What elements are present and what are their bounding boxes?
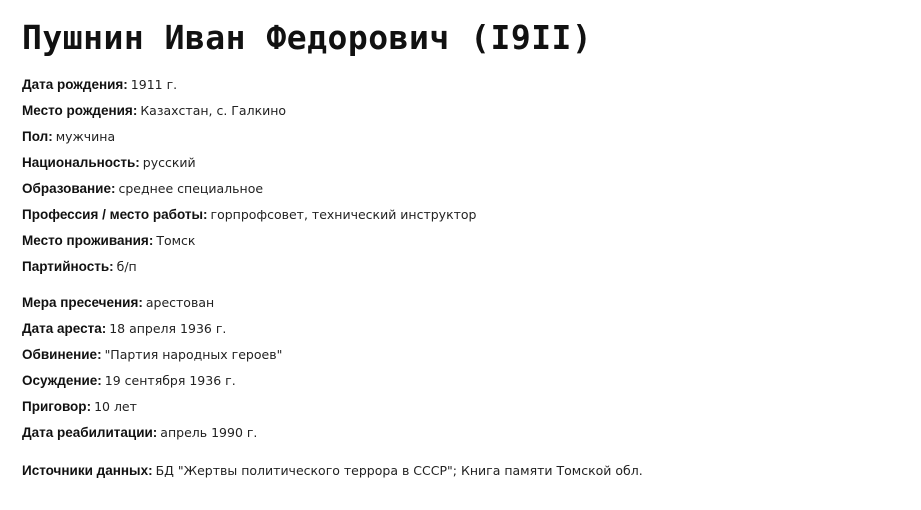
field-value: БД "Жертвы политического террора в СССР"; Книга памяти Томской обл. <box>155 463 643 478</box>
field-charge: Обвинение: "Партия народных героев" <box>22 347 283 362</box>
field-residence: Место проживания: Томск <box>22 233 196 248</box>
field-value: среднее специальное <box>118 181 264 196</box>
personal-info-section <box>22 72 902 280</box>
field-sex: Пол: мужчина <box>22 129 116 144</box>
field-label: Дата рождения <box>22 77 124 92</box>
field-label: Осуждение <box>22 373 98 388</box>
field-restraint: Мера пресечения: арестован <box>22 295 215 310</box>
field-label: Дата ареста <box>22 321 102 336</box>
field-value: 10 лет <box>94 399 137 414</box>
field-value: апрель 1990 г. <box>160 425 258 440</box>
sources-section <box>22 458 902 484</box>
field-nationality: Национальность: русский <box>22 155 196 170</box>
field-sources: Источники данных: БД "Жертвы политического террора в СССР"; Книга памяти Томской обл. <box>22 463 643 478</box>
field-label: Приговор <box>22 399 87 414</box>
field-value: русский <box>142 155 196 170</box>
field-value: горпрофсовет, технический инструктор <box>210 207 477 222</box>
field-education: Образование: среднее специальное <box>22 181 264 196</box>
field-label: Место проживания <box>22 233 149 248</box>
field-party: Партийность: б/п <box>22 259 137 274</box>
field-label: Место рождения <box>22 103 133 118</box>
record-page <box>22 0 902 484</box>
field-birth-place: Место рождения: Казахстан, с. Галкино <box>22 103 287 118</box>
field-value: "Партия народных героев" <box>104 347 283 362</box>
field-rehabilitation-date: Дата реабилитации: апрель 1990 г. <box>22 425 258 440</box>
field-label: Мера пресечения <box>22 295 139 310</box>
field-sentence: Приговор: 10 лет <box>22 399 137 414</box>
field-value: б/п <box>116 259 137 274</box>
field-profession: Профессия / место работы: горпрофсовет, технический инструктор <box>22 207 477 222</box>
field-label: Источники данных <box>22 463 149 478</box>
field-value: арестован <box>145 295 215 310</box>
repression-info-section <box>22 290 902 446</box>
field-value: Томск <box>156 233 196 248</box>
page-title: Пушнин Иван Федорович (I9II) <box>22 18 593 57</box>
field-label: Обвинение <box>22 347 98 362</box>
field-value: Казахстан, с. Галкино <box>140 103 287 118</box>
field-label: Профессия / место работы <box>22 207 204 222</box>
field-label: Образование <box>22 181 111 196</box>
field-conviction: Осуждение: 19 сентября 1936 г. <box>22 373 236 388</box>
field-label: Национальность <box>22 155 136 170</box>
field-value: 1911 г. <box>130 77 178 92</box>
field-value: 19 сентября 1936 г. <box>104 373 236 388</box>
field-value: мужчина <box>55 129 116 144</box>
field-arrest-date: Дата ареста: 18 апреля 1936 г. <box>22 321 227 336</box>
field-label: Партийность <box>22 259 110 274</box>
field-label: Пол <box>22 129 49 144</box>
field-birth-date: Дата рождения: 1911 г. <box>22 77 178 92</box>
field-label: Дата реабилитации <box>22 425 153 440</box>
field-value: 18 апреля 1936 г. <box>109 321 227 336</box>
